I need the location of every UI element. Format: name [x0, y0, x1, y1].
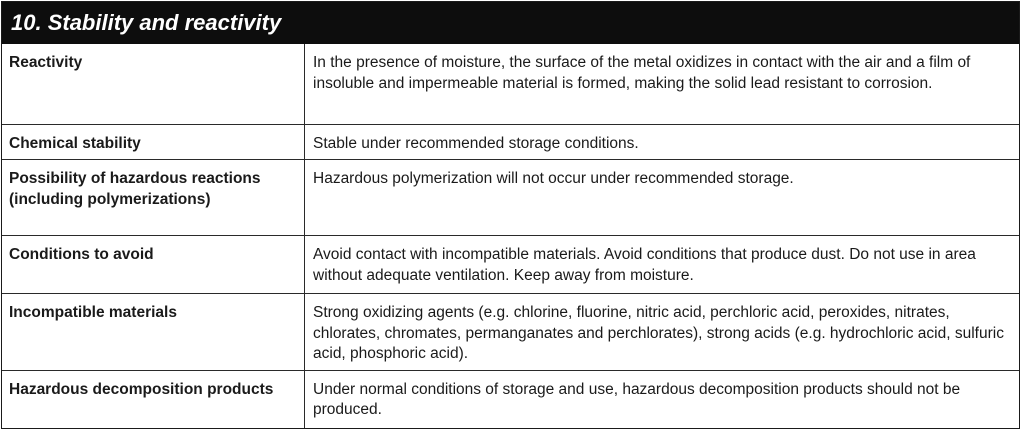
row-value: Stable under recommended storage conditions. — [305, 124, 1020, 160]
table-row-conditions-to-avoid — [2, 236, 1019, 294]
stability-reactivity-section — [1, 1, 1020, 429]
table-row-incompatible-materials — [2, 294, 1019, 371]
table-row-chemical-stability — [2, 124, 1019, 160]
section-title: 10. Stability and reactivity — [2, 2, 1019, 44]
row-label: Possibility of hazardous reactions (including polymerizations) — [2, 160, 305, 236]
table-row-reactivity — [2, 44, 1019, 124]
row-label: Conditions to avoid — [2, 236, 305, 294]
properties-table — [2, 44, 1019, 428]
row-label: Incompatible materials — [2, 294, 305, 371]
row-label: Chemical stability — [2, 124, 305, 160]
row-value: Under normal conditions of storage and use, hazardous decomposition products should not be produced. — [305, 370, 1020, 428]
row-label: Reactivity — [2, 44, 305, 124]
row-value: In the presence of moisture, the surface of the metal oxidizes in contact with the air and a film of insoluble and impermeable material is formed, making the solid lead resistant to corrosion. — [305, 44, 1020, 124]
table-row-hazardous-decomposition — [2, 370, 1019, 428]
row-value: Strong oxidizing agents (e.g. chlorine, fluorine, nitric acid, perchloric acid, peroxides, nitrates, chlorates, chromates, permanganates and perchlorates), strong acids (e.g. hydrochloric acid, sulfuric acid, phosphoric acid). — [305, 294, 1020, 371]
row-value: Hazardous polymerization will not occur under recommended storage. — [305, 160, 1020, 236]
row-label: Hazardous decomposition products — [2, 370, 305, 428]
row-value: Avoid contact with incompatible materials. Avoid conditions that produce dust. Do not use in area without adequate ventilation. Keep away from moisture. — [305, 236, 1020, 294]
table-row-hazardous-reactions — [2, 160, 1019, 236]
